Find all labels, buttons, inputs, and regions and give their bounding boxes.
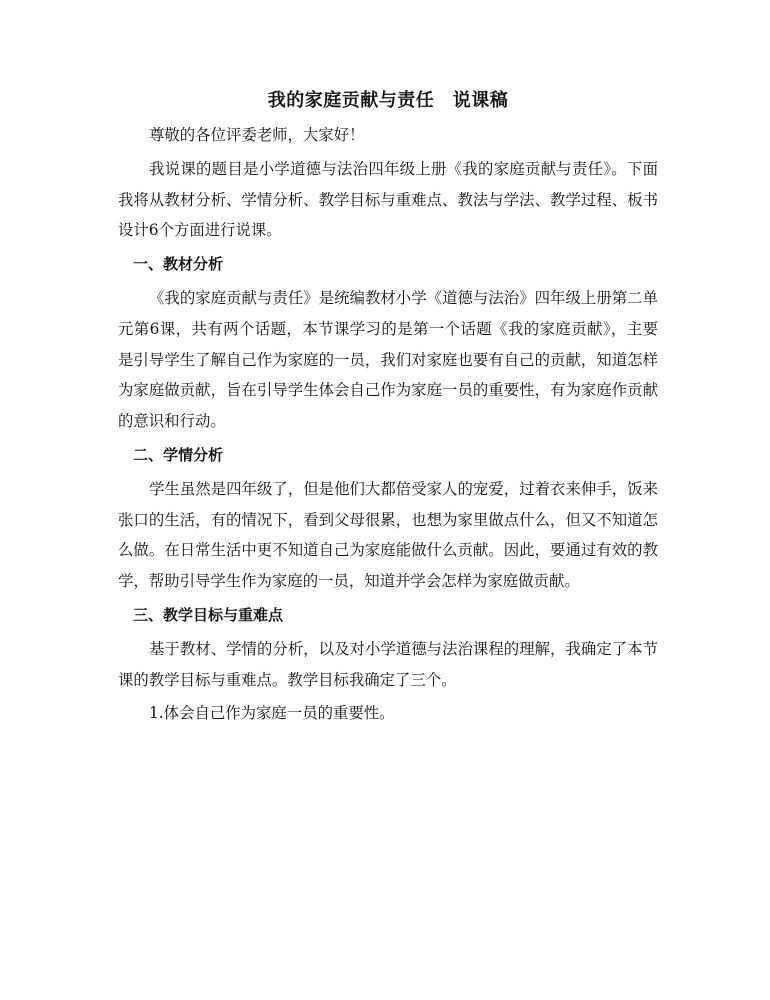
- teaching-goals-paragraph: 基于教材、学情的分析，以及对小学道德与法治课程的理解，我确定了本节课的教学目标与重难点。教学目标我确定了三个。: [118, 639, 658, 689]
- document-page: [118, 84, 658, 732]
- section-heading-teaching-goals: 三、教学目标与重难点: [133, 605, 284, 624]
- document-title: 我的家庭贡献与责任 说课稿: [267, 90, 509, 111]
- section-heading-student-analysis: 二、学情分析: [133, 445, 224, 464]
- teaching-goal-item-1: 1.体会自己作为家庭一员的重要性。: [149, 704, 395, 723]
- greeting-paragraph: 尊敬的各位评委老师，大家好！: [149, 126, 365, 144]
- intro-paragraph: 我说课的题目是小学道德与法治四年级上册《我的家庭贡献与责任》。下面我将从教材分析、学情分析、教学目标与重难点、教法与学法、教学过程、板书设计6个方面进行说课。: [118, 159, 658, 240]
- section-heading-textbook-analysis: 一、教材分析: [133, 255, 224, 274]
- student-analysis-paragraph: 学生虽然是四年级了，但是他们大都倍受家人的宠爱，过着衣来伸手，饭来张口的生活，有的情况下，看到父母很累，也想为家里做点什么，但又不知道怎么做。在日常生活中更不知道自己为家庭能做什么贡献。因此，要通过有效的教学，帮助引导学生作为家庭的一员，知道并学会怎样为家庭做贡献。: [118, 479, 658, 591]
- textbook-analysis-paragraph: 《我的家庭贡献与责任》是统编教材小学《道德与法治》四年级上册第二单元第6课，共有两个话题，本节课学习的是第一个话题《我的家庭贡献》，主要是引导学生了解自己作为家庭的一员，我们对家庭也要有自己的贡献，知道怎样为家庭做贡献，旨在引导学生体会自己作为家庭一员的重要性，有为家庭作贡献的意识和行动。: [118, 288, 658, 431]
